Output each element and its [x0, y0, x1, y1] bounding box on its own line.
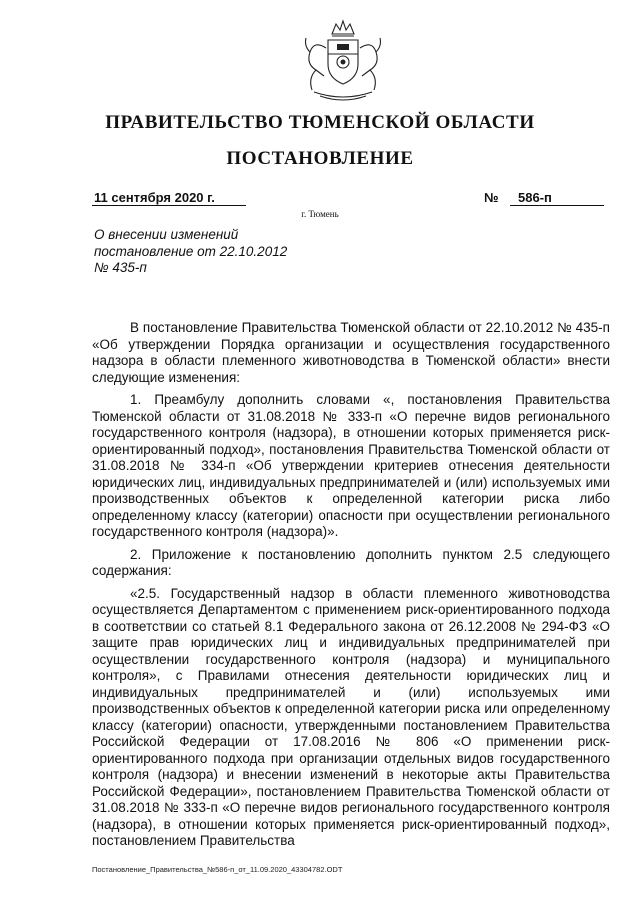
document-body — [92, 320, 610, 856]
subject-line: О внесении изменений — [94, 227, 239, 242]
government-title: ПРАВИТЕЛЬСТВО ТЮМЕНСКОЙ ОБЛАСТИ — [105, 112, 535, 133]
city-name: г. Тюмень — [301, 209, 339, 219]
body-paragraph: 2. Приложение к постановлению дополнить пунктом 2.5 следующего содержания: — [92, 546, 610, 578]
document-number: 586-п — [510, 190, 604, 206]
document-subject — [94, 227, 334, 277]
document-date: 11 сентября 2020 г. — [92, 190, 246, 206]
document-type: ПОСТАНОВЛЕНИЕ — [226, 148, 414, 169]
body-paragraph: 1. Преамбулу дополнить словами «, постановления Правительства Тюменской области от 31.08.2018 № 333-п «О перечне видов регионального государственного контроля (надзора), в отношении которых применяется риск-ориентированный подход», постановления Правительства Тюменской области от 31.08.2018 № 334-п «Об утверждении критериев отнесения деятельности юридических лиц, индивидуальных предпринимателей и (или) используемых ими производственных объектов к определенной категории риска либо определенному классу (категории) опасности при осуществлении регионального государственного контроля (надзора)». — [92, 392, 610, 539]
body-paragraph: «2.5. Государственный надзор в области племенного животноводства осуществляется Департаментом с применением риск-ориентированного подхода в соответствии со статьей 8.1 Федерального закона от 26.12.2008 № 294-ФЗ «О защите прав юридических лиц и индивидуальных предпринимателей при осуществлении государственного контроля (надзора) и муниципального контроля», с Правилами отнесения деятельности юридических лиц и индивидуальных предпринимателей и (или) используемых ими производственных объектов к определенной категории риска или определенному классу (категории) опасности, утвержденными постановлением Правительства Российской Федерации от 17.08.2016 № 806 «О применении риск-ориентированного подхода при организации отдельных видов государственного контроля (надзора) и внесении изменений в некоторые акты Правительства Российской Федерации», постановлением Правительства Тюменской области от 31.08.2018 № 333-п «О перечне видов регионального государственного контроля (надзора), в отношении которых применяется риск-ориентированный подход», постановлением Правительства — [92, 585, 610, 848]
subject-line: постановление от 22.10.2012 — [94, 243, 288, 259]
body-paragraph: В постановление Правительства Тюменской области от 22.10.2012 № 435-п «Об утверждении Порядка организации и осуществления государственного надзора в области племенного животноводства в Тюменской области» внести следующие изменения: — [92, 320, 610, 385]
coat-of-arms-icon — [296, 18, 390, 104]
number-label: № — [484, 190, 499, 205]
file-footer: Постановление_Правительства_№586-п_от_11.09.2020_43304782.ODT — [92, 865, 343, 874]
subject-line: № 435-п — [94, 260, 147, 275]
